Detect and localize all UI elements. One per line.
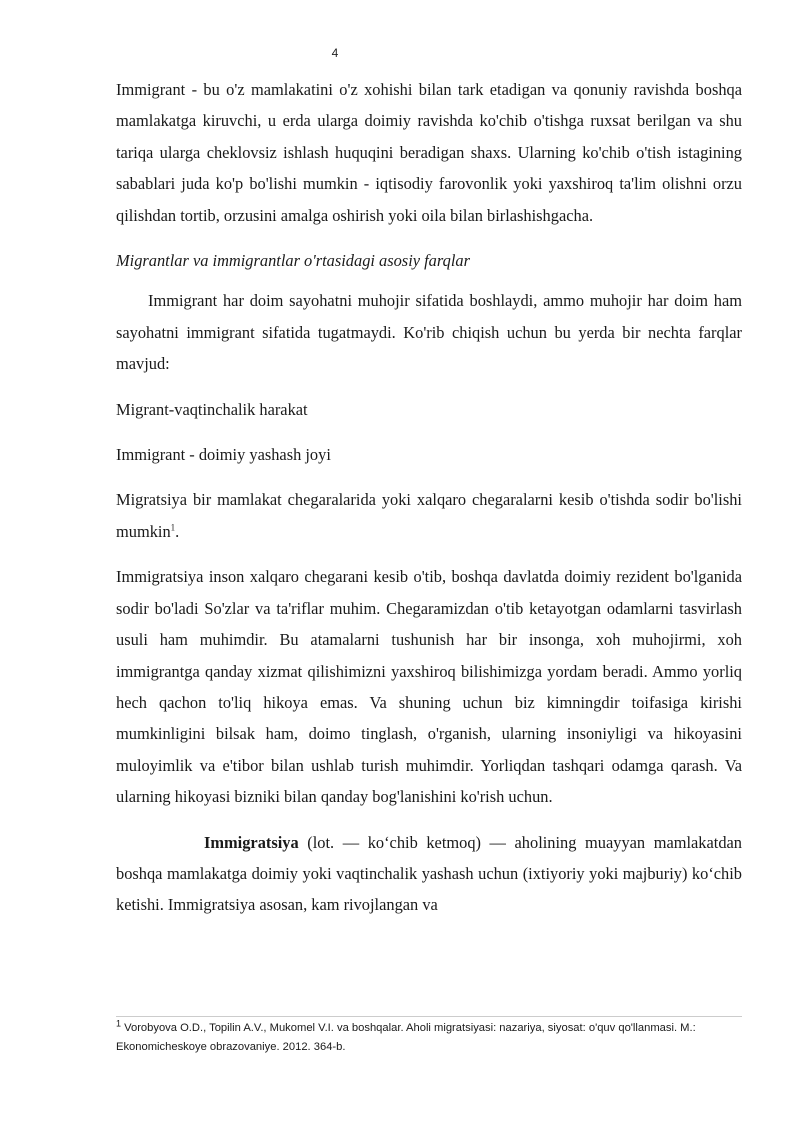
paragraph-differences-intro: Immigrant har doim sayohatni muhojir sifatida boshlaydi, ammo muhojir har doim ham sayohatni immigrant sifatida tugatmaydi. Ko'rib chiqish uchun bu yerda bir nechta farqlar mavjud: [116, 291, 742, 374]
footnote-reference: 1 [170, 522, 176, 533]
footnote-marker: 1 [116, 1018, 122, 1029]
section-heading: Migrantlar va immigrantlar o'rtasidagi asosiy farqlar [116, 251, 470, 271]
footnote [116, 1016, 742, 1057]
line-migrant: Migrant-vaqtinchalik harakat [116, 399, 308, 419]
document-body [116, 74, 742, 921]
paragraph-immigrant-definition: Immigrant - bu o'z mamlakatini o'z xohishi bilan tark etadigan va qonuniy ravishda boshqa mamlakatga kiruvchi, u erda ularga doimiy ravishda ko'chib o'tishga ruxsat berilgan va shu tariqa ularga cheklovsiz ishlash huquqini beradigan shaxs. Ularning ko'chib o'tish istagining sabablari juda ko'p bo'lishi mumkin - iqtisodiy farovonlik yoki yaxshiroq ta'lim olishni orzu qilishdan tortib, orzusini amalga oshirish yoki oila bilan birlashishgacha. [116, 80, 742, 225]
paragraph-immigration-explained: Immigratsiya inson xalqaro chegarani kesib o'tib, boshqa davlatda doimiy rezident bo'lganida sodir bo'ladi So'zlar va ta'riflar muhim. Chegaramizdan o'tib ketayotgan odamlarni tasvirlash usuli ham muhimdir. Bu atamalarni tushunish har bir insonga, xoh muhojirmi, xoh immigrantga qanday xizmat qilishimizni yaxshiroq bilishimizga yordam beradi. Ammo yorliq hech qachon to'liq hikoya emas. Va shuning uchun biz kimningdir toifasiga kirishi mumkinligini bilsak ham, doimo tinglash, o'rganish, ularning insoniyligi va hikoyasini muloyimlik va e'tibor bilan ushlab turish muhimdir. Yorliqdan tashqari odamga qarash. Va ularning hikoyasi bizniki bilan qanday bog'lanishini ko'rish uchun. [116, 567, 742, 807]
line-immigrant: Immigrant - doimiy yashash joyi [116, 445, 331, 465]
page-number: 4 [331, 46, 339, 60]
paragraph-migration-end: . [175, 521, 180, 541]
paragraph-immigration-definition-text: (lot. — ko‘chib ketmoq) — aholining muayyan mamlakatdan boshqa mamlakatga doimiy yoki vaqtinchalik yashash uchun (ixtiyoriy yoki majburiy) ko‘chib ketishi. Immigratsiya asosan, kam rivojlangan va [116, 832, 742, 915]
term-immigratsiya: Immigratsiya [204, 832, 299, 852]
footnote-text: Vorobyova O.D., Topilin A.V., Mukomel V.I. va boshqalar. Aholi migratsiyasi: nazariya, siyosat: o'quv qo'llanmasi. M.: Ekonomicheskoye obrazovaniye. 2012. 364-b. [116, 1022, 696, 1053]
paragraph-immigration-definition [116, 827, 742, 921]
paragraph-migration-text: Migratsiya bir mamlakat chegaralarida yoki xalqaro chegaralarni kesib o'tishda sodir bo'lishi mumkin [116, 490, 742, 541]
paragraph-migration [116, 484, 742, 547]
